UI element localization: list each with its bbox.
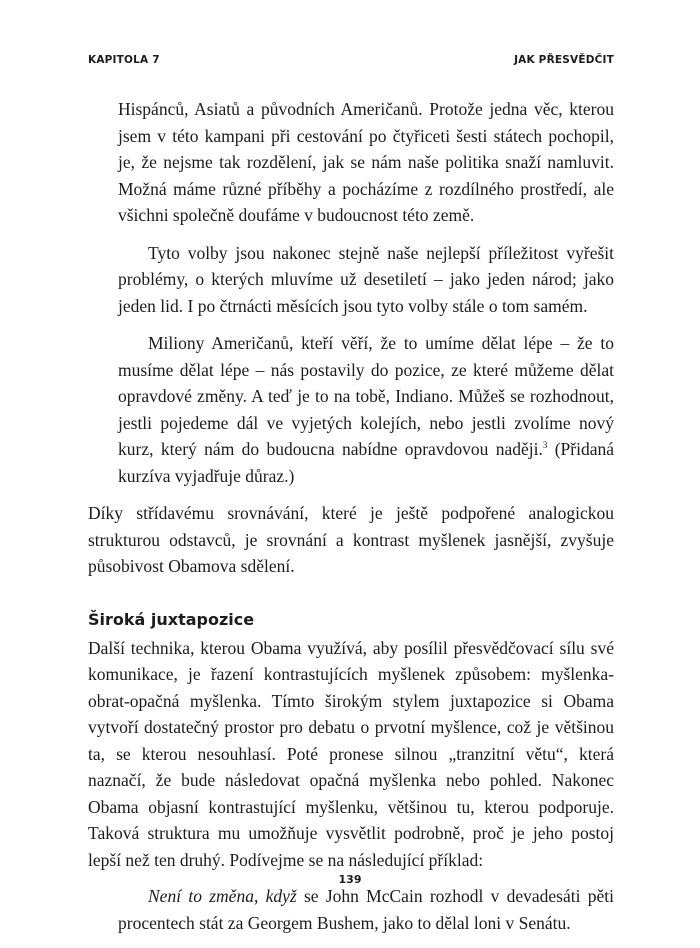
example-quote: [118, 883, 614, 936]
body-paragraph: Díky střídavému srovnávání, které je ještě podpořené analogickou strukturou odstavců, je srovnání a kontrast myšlenek jasnější, zvyšuje působivost Obamova sdělení.: [88, 503, 614, 576]
example-paragraph: [118, 883, 614, 936]
chapter-title: JAK PŘESVĚDČIT: [514, 54, 614, 66]
quote-paragraph-3: [118, 330, 614, 489]
section-paragraph: Další technika, kterou Obama využívá, aby posílil přesvědčovací sílu své komunikace, je řazení kontrastujících myšlenek způsobem: myšlenka-obrat-opačná myšlenka. Tímto širokým stylem juxtapozice si Obama vytvoří dostatečný prostor pro debatu o prvotní myšlence, což je většinou ta, se kterou nesouhlasí. Poté pronese silnou „tranzitní větu“, která naznačí, že bude následovat opačná myšlenka nebo pohled. Nakonec Obama objasní kontrastující myšlenku, většinou tu, kterou podporuje. Taková struktura mu umožňuje vysvětlit podrobně, proč je jeho postoj lepší než ten druhý. Podívejme se na následující příklad:: [88, 637, 614, 870]
footnote-marker: 3: [542, 440, 548, 450]
page-body: [88, 96, 614, 936]
example-text: se John McCain rozhodl v devadesáti pěti procentech stát za Georgem Bushem, jako to dělal loni v Senátu.: [118, 886, 614, 933]
quote-paragraph-3-tail: (Přidaná kurzíva vyjadřuje důraz.): [118, 439, 614, 486]
quote-paragraph-3-text: Miliony Američanů, kteří věří, že to umíme dělat lépe – že to musíme dělat lépe – nás postavily do pozice, ze které můžeme dělat opravdové změny. A teď je to na tobě, Indiano. Můžeš se rozhodnout, jestli pojedeme dál ve vyjetých kolejích, nebo jestli zvolíme nový kurz, který nám do budoucna nabídne opravdovou naději.: [118, 333, 614, 459]
page-number: 139: [338, 873, 362, 886]
quote-paragraph-1: Hispánců, Asiatů a původních Američanů. Protože jedna věc, kterou jsem v této kampani při cestování po čtyřiceti šesti státech pochopil, je, že nejsme tak rozdělení, jak se nám naše politika snaží namluvit. Možná máme různé příběhy a pocházíme z rozdílného prostředí, ale všichni společně doufáme v budoucnost této země.: [118, 99, 614, 225]
example-emphasis: Není to změna, když: [148, 886, 297, 906]
section-heading: Široká juxtapozice: [88, 609, 255, 629]
quote-paragraph-2: Tyto volby jsou nakonec stejně naše nejlepší příležitost vyřešit problémy, o kterých mluvíme už desetiletí – jako jeden národ; jako jeden lid. I po čtrnácti měsících jsou tyto volby stále o tom samém.: [118, 242, 614, 316]
chapter-label: KAPITOLA 7: [88, 54, 160, 66]
block-quote: [118, 96, 614, 489]
